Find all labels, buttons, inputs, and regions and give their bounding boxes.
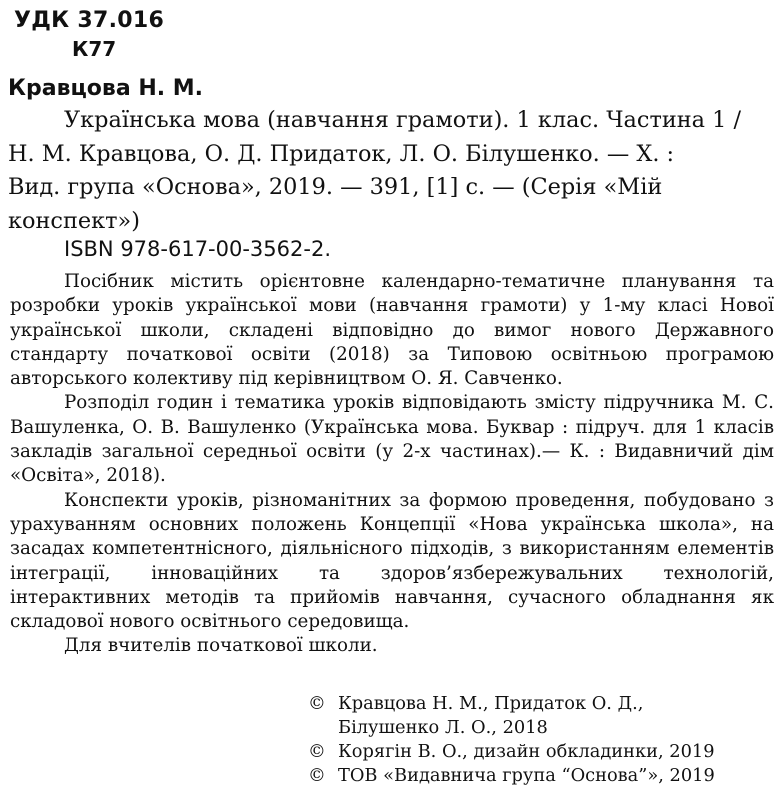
copyright-block	[308, 692, 715, 788]
copyright-text: Кравцова Н. М., Придаток О. Д.,	[338, 693, 644, 714]
isbn: ISBN 978-617-00-3562-2.	[64, 237, 331, 261]
copyright-entry	[308, 692, 715, 716]
copyright-icon: ©	[308, 765, 326, 786]
biblio-line: Українська мова (навчання грамоти). 1 клас. Частина 1 /	[64, 107, 742, 133]
annotation-paragraph: Розподіл годин і тематика уроків відповідають змісту підручника М. С. Вашуленка, О. В. Вашуленко (Українська мова. Буквар : підруч. для 1 класів закладів загальної середньої освіти (у 2-х частинах).— К. : Видавничий дім «Освіта», 2018).	[10, 392, 774, 487]
biblio-line: Н. М. Кравцова, О. Д. Придаток, Л. О. Білушенко. — Х. :	[8, 140, 675, 167]
copyright-icon: ©	[308, 741, 326, 762]
bibliographic-description	[8, 104, 772, 238]
copyright-text: ТОВ «Видавнича група “Основа”», 2019	[338, 765, 715, 786]
annotation-paragraph: Посібник містить орієнтовне календарно-тематичне планування та розробки уроків української мови (навчання грамоти) у 1-му класі Нової української школи, складені відповідно до вимог нового Державного стандарту початкової освіти (2018) за Типовою освітньою програмою авторського колективу під керівництвом О. Я. Савченко.	[10, 271, 774, 390]
biblio-line: Вид. група «Основа», 2019. — 391, [1] с. — (Серія «Мій	[8, 174, 663, 200]
annotation-paragraph: Конспекти уроків, різноманітних за формою проведення, побудовано з урахуванням основних положень Концепції «Нова українська школа», на засадах компетентнісного, діяльнісного підходів, з використанням елементів інтеграції, інноваційних та здоров’язбережувальних технологій, інтерактивних методів та прийомів навчання, сучасного обладнання як складової нового освітнього середовища.	[10, 489, 774, 633]
copyright-text: Білушенко Л. О., 2018	[338, 717, 548, 738]
annotation	[10, 270, 774, 659]
udk-code: УДК 37.016	[14, 8, 165, 33]
copyright-entry	[308, 764, 715, 788]
annotation-paragraph: Для вчителів початкової школи.	[64, 635, 378, 657]
biblio-line: конспект»)	[8, 207, 140, 234]
author-mark: К77	[72, 37, 117, 61]
copyright-entry	[308, 740, 715, 764]
copyright-icon: ©	[308, 693, 326, 714]
author-heading: Кравцова Н. М.	[8, 76, 204, 101]
copyright-text: Корягін В. О., дизайн обкладинки, 2019	[338, 741, 715, 762]
